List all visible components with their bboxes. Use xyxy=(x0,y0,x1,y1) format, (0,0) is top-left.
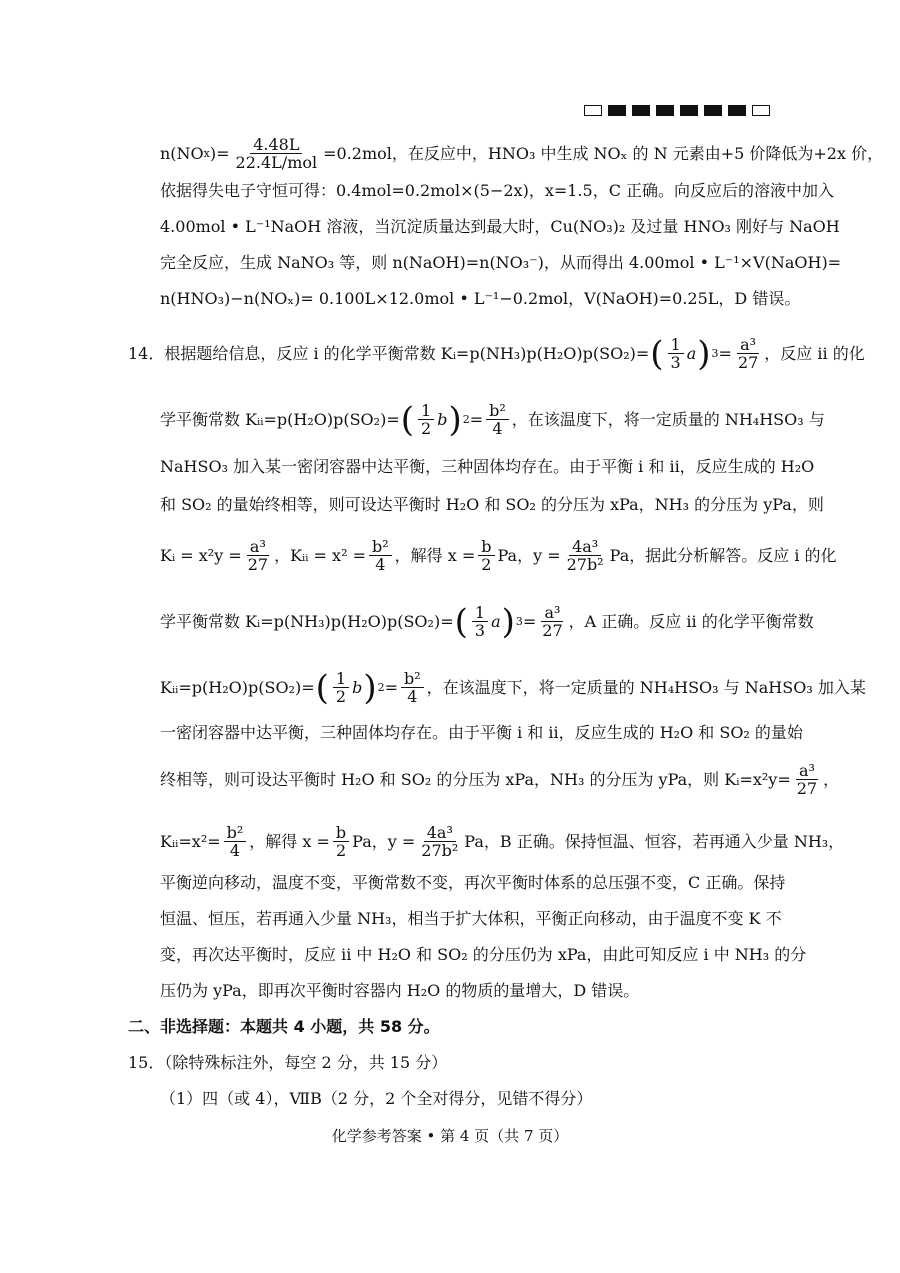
text: Kᵢ = x²y = xyxy=(160,545,242,565)
fraction xyxy=(668,336,684,371)
numerator: 1 xyxy=(668,336,684,354)
q14-line-9 xyxy=(160,762,839,797)
text: ，Kᵢᵢ = x² = xyxy=(274,545,366,565)
paren: ( xyxy=(315,667,329,708)
numerator: a³ xyxy=(541,604,563,622)
numerator: a³ xyxy=(796,762,818,780)
paren: ( xyxy=(650,333,664,374)
denominator: 27 xyxy=(542,621,563,640)
q14-line-7 xyxy=(160,667,866,708)
header-mark-filled xyxy=(656,105,674,116)
denominator: 27b² xyxy=(566,555,604,574)
numerator: b xyxy=(333,824,349,842)
denominator: 3 xyxy=(670,353,681,372)
text: 终相等，则可设达平衡时 H₂O 和 SO₂ 的分压为 xPa，NH₃ 的分压为 yPa，则 Kᵢ=x²y= xyxy=(160,769,791,789)
q14-line-1 xyxy=(128,333,865,374)
q14-line-13: 变，再次达平衡时，反应 ii 中 H₂O 和 SO₂ 的分压仍为 xPa，由此可知反应 i 中 NH₃ 的分 xyxy=(160,945,807,964)
header-mark-empty xyxy=(584,105,602,116)
q13-line-1 xyxy=(160,136,883,171)
text: 学平衡常数 Kᵢᵢ=p(H₂O)p(SO₂)= xyxy=(160,409,400,429)
text: n(NO xyxy=(160,143,204,163)
text: Pa，y = xyxy=(352,831,416,851)
fraction xyxy=(233,136,321,171)
q13-line-3: 4.00mol • L⁻¹NaOH 溶液，当沉淀质量达到最大时，Cu(NO₃)₂ 及过量 HNO₃ 刚好与 NaOH xyxy=(160,217,840,236)
fraction xyxy=(224,824,247,859)
numerator: a³ xyxy=(247,538,269,556)
text: =0.2mol，在反应中，HNO₃ 中生成 NOₓ 的 N 元素由+5 价降低为+2x 价， xyxy=(323,143,884,163)
header-mark-empty xyxy=(752,105,770,116)
q13-line-2: 依据得失电子守恒可得：0.4mol=0.2mol×(5−2x)，x=1.5，C 正确。向反应后的溶液中加入 xyxy=(160,181,835,200)
text: )= xyxy=(209,143,230,163)
var: b xyxy=(352,677,363,697)
denominator: 4 xyxy=(375,555,386,574)
q14-line-6 xyxy=(160,601,814,642)
text: ，反应 ii 的化 xyxy=(764,343,865,363)
fraction xyxy=(486,402,509,437)
denominator: 2 xyxy=(421,419,432,438)
text: 根据题给信息，反应 i 的化学平衡常数 Kᵢ=p(NH₃)p(H₂O)p(SO₂)= xyxy=(164,343,650,363)
header-mark-filled xyxy=(632,105,650,116)
numerator: 1 xyxy=(333,670,349,688)
numerator: 4.48L xyxy=(250,136,302,154)
fraction xyxy=(245,538,271,573)
q13-line-5: n(HNO₃)−n(NOₓ)= 0.100L×12.0mol • L⁻¹−0.2mol，V(NaOH)=0.25L，D 错误。 xyxy=(160,289,801,308)
header-marks xyxy=(584,105,770,116)
denominator: 27b² xyxy=(421,841,459,860)
q14-line-8: 一密闭容器中达平衡，三种固体均存在。由于平衡 i 和 ii，反应生成的 H₂O 和 SO₂ 的量始 xyxy=(160,723,803,742)
header-mark-filled xyxy=(608,105,626,116)
numerator: 4a³ xyxy=(424,824,456,842)
fraction xyxy=(735,336,761,371)
equals: = xyxy=(718,343,732,363)
equals: = xyxy=(522,611,537,631)
q15-answer-1: （1）四（或 4），ⅦB（2 分，2 个全对得分，见错不得分） xyxy=(160,1089,593,1108)
numerator: b² xyxy=(224,824,247,842)
equals: = xyxy=(469,409,484,429)
text: ，在该温度下，将一定质量的 NH₄HSO₃ 与 NaHSO₃ 加入某 xyxy=(426,677,866,697)
text: Pa，y = xyxy=(497,545,561,565)
paren: ( xyxy=(400,399,414,440)
numerator: 1 xyxy=(418,402,434,420)
paren: ) xyxy=(363,667,377,708)
text: ， xyxy=(823,769,840,789)
q14-line-5 xyxy=(160,538,837,573)
text: Kᵢᵢ=p(H₂O)p(SO₂)= xyxy=(160,677,315,697)
numerator: b xyxy=(478,538,494,556)
fraction xyxy=(794,762,820,797)
q14-line-4: 和 SO₂ 的量始终相等，则可设达平衡时 H₂O 和 SO₂ 的分压为 xPa，NH₃ 的分压为 yPa，则 xyxy=(160,495,824,514)
fraction xyxy=(478,538,494,573)
fraction xyxy=(418,402,434,437)
denominator: 4 xyxy=(229,841,241,860)
denominator: 2 xyxy=(335,841,347,860)
denominator: 4 xyxy=(492,419,503,438)
text: Pa，据此分析解答。反应 i 的化 xyxy=(609,545,837,565)
fraction xyxy=(333,824,349,859)
paren: ) xyxy=(501,601,515,642)
fraction xyxy=(539,604,565,639)
fraction xyxy=(369,538,392,573)
fraction xyxy=(333,670,349,705)
text: Pa，B 正确。保持恒温、恒容，若再通入少量 NH₃， xyxy=(464,831,845,851)
q14-line-3: NaHSO₃ 加入某一密闭容器中达平衡，三种固体均存在。由于平衡 i 和 ii，反应生成的 H₂O xyxy=(160,457,815,476)
denominator: 2 xyxy=(335,687,347,706)
paren: ) xyxy=(448,399,462,440)
header-mark-filled xyxy=(680,105,698,116)
var: a xyxy=(686,343,697,363)
fraction xyxy=(564,538,607,573)
paren: ) xyxy=(697,333,711,374)
denominator: 27 xyxy=(796,779,818,798)
numerator: b² xyxy=(401,670,424,688)
text: 学平衡常数 Kᵢ=p(NH₃)p(H₂O)p(SO₂)= xyxy=(160,611,454,631)
q14-line-10 xyxy=(160,824,844,859)
page-footer: 化学参考答案 • 第 4 页（共 7 页） xyxy=(331,1127,569,1145)
q14-line-14: 压仍为 yPa，即再次平衡时容器内 H₂O 的物质的量增大，D 错误。 xyxy=(160,981,640,1000)
exponent: 2 xyxy=(377,680,385,694)
section-two-title: 二、非选择题：本题共 4 小题，共 58 分。 xyxy=(128,1017,440,1036)
q13-line-4: 完全反应，生成 NaNO₃ 等，则 n(NaOH)=n(NO₃⁻)，从而得出 4.00mol • L⁻¹×V(NaOH)= xyxy=(160,253,842,272)
var: a xyxy=(491,611,501,631)
q14-line-12: 恒温、恒压，若再通入少量 NH₃，相当于扩大体积，平衡正向移动，由于温度不变 K 不 xyxy=(160,909,782,928)
var: b xyxy=(437,409,448,429)
question-number: 14． xyxy=(128,343,165,363)
denominator: 2 xyxy=(481,555,492,574)
paren: ( xyxy=(454,601,468,642)
numerator: a³ xyxy=(737,336,759,354)
fraction xyxy=(401,670,424,705)
fraction xyxy=(418,824,461,859)
numerator: 4a³ xyxy=(569,538,601,556)
exponent: 3 xyxy=(711,346,719,360)
denominator: 22.4L/mol xyxy=(235,153,318,172)
denominator: 4 xyxy=(407,687,418,706)
denominator: 27 xyxy=(247,555,269,574)
numerator: 1 xyxy=(472,604,488,622)
q15-header: 15．（除特殊标注外，每空 2 分，共 15 分） xyxy=(128,1053,448,1072)
header-mark-filled xyxy=(728,105,746,116)
fraction xyxy=(472,604,488,639)
header-mark-filled xyxy=(704,105,722,116)
text: ，解得 x = xyxy=(394,545,476,565)
denominator: 27 xyxy=(737,353,759,372)
numerator: b² xyxy=(486,402,509,420)
denominator: 3 xyxy=(474,621,486,640)
text: ，在该温度下，将一定质量的 NH₄HSO₃ 与 xyxy=(511,409,825,429)
exponent: 2 xyxy=(462,412,470,426)
text: ，解得 x = xyxy=(249,831,330,851)
text: ，A 正确。反应 ii 的化学平衡常数 xyxy=(568,611,814,631)
equals: = xyxy=(384,677,399,697)
subscript: x xyxy=(203,146,210,160)
exponent: 3 xyxy=(515,614,523,628)
q14-line-2 xyxy=(160,399,825,440)
text: Kᵢᵢ=x²= xyxy=(160,831,221,851)
q14-line-11: 平衡逆向移动，温度不变，平衡常数不变，再次平衡时体系的总压强不变，C 正确。保持 xyxy=(160,873,786,892)
numerator: b² xyxy=(369,538,392,556)
